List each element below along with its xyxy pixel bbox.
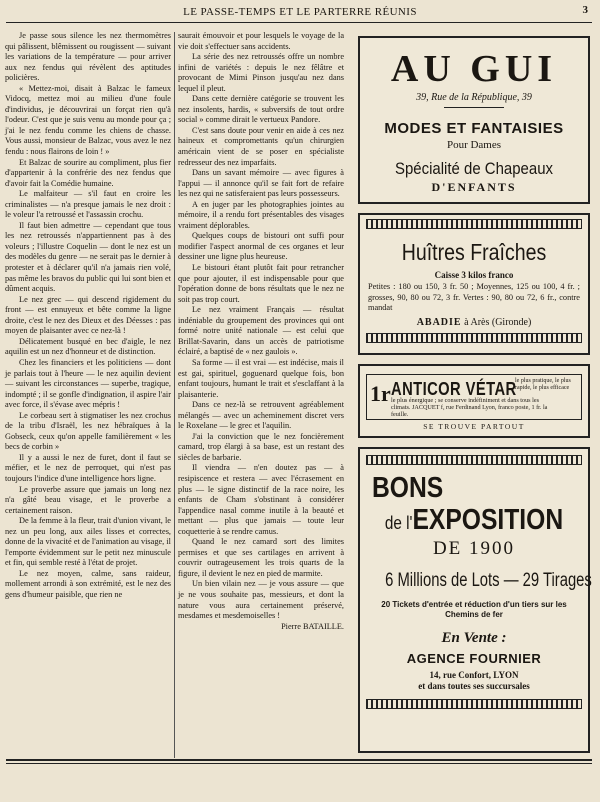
paragraph: Le proverbe assure que jamais un long nez n'a gâté beau visage, et le proverbe a certainement raison. <box>5 484 171 515</box>
page-number: 3 <box>582 4 588 16</box>
paragraph: Quand le nez camard sort des limites permises et que ses cartilages en arrivent à couvrir outrageusement les trois quarts de la figure, il devient le nez en pied de marmite. <box>178 537 344 578</box>
ad-headline: MODES ET FANTAISIES <box>384 120 564 137</box>
ad-exposition-line <box>377 505 571 538</box>
ad-address: 39, Rue de la République, 39 <box>416 92 532 103</box>
ornament-border <box>366 699 582 709</box>
newspaper-title: LE PASSE-TEMPS ET LE PARTERRE RÉUNIS <box>183 6 417 18</box>
paragraph: Sa forme — il est vrai — est indécise, mais il est gai, spirituel, goguenard quelque fois, bon enfant toujours, humant le trait et s'esclaffant à la plaisanterie. <box>178 357 344 399</box>
paragraph: saurait émouvoir et pour lesquels le voyage de la vie doit s'effectuer sans accidents. <box>178 31 344 51</box>
ornament-border <box>366 219 582 229</box>
ad-number: 1r <box>370 381 391 406</box>
paragraph: C'est sans doute pour venir en aide à ces nez haineux et compromettants qu'un chirurgien américain vient de se poser en spécialiste redresseur des nez imparfaits. <box>178 125 344 167</box>
paragraph: De la femme à la fleur, trait d'union vivant, le nez un peu long, aux ailes lisses et correctes, donne de la vivacité et de l'animation au visage, il l'emporte évidemment sur le petit nez minuscule et fin, qui semble resté à l'état de projet. <box>5 516 171 568</box>
paragraph: La série des nez retroussés offre un nombre infini de variétés : depuis le nez fêlâtre et provocant de Mimi Pinson jusqu'au nez dans lequel il pleut. <box>178 52 344 93</box>
paragraph: Le corbeau sert à stigmatiser les nez crochus de la tribu d'Israël, les nez hébraïques à la Gobseck, ceux qu'on appelle familièrement « les becs de corbin » <box>5 410 171 452</box>
ad-tagline: le plus pratique, le plus rapide, le plus efficace <box>515 378 571 391</box>
paragraph: Et Balzac de sourire au compliment, plus fier d'appartenir à la confrérie des nez fendus que d'avoir fait la Comédie humaine. <box>5 157 171 188</box>
paragraph: Chez les financiers et les politiciens — dont je parlais tout à l'heure — le nez aquilin devient — suivant les circonstances — superbe, tragique, indompté ; il se gonfle d'indignation, il aspire l'air avec force, il s'évase avec mépris ! <box>5 357 171 410</box>
ad-subline: Pour Dames <box>446 139 502 151</box>
ad-huitres <box>358 213 590 355</box>
ad-seller-line <box>360 317 588 328</box>
ad-anticor <box>358 364 590 438</box>
paragraph: Il faut bien admettre — cependant que tous les nez retroussés n'appartiennent pas à des voleurs ; l'illustre Coquelin — dont le nez est un des modèles du genre — ne serait pas le dernier à protester et à déclarer qu'il n'a jamais rien volé, pas même les bravos du public qui lui sont bien et dûment acquis. <box>5 220 171 294</box>
paragraph: « Mettez-moi, disait à Balzac le fameux Vidocq, mettez moi au milieu d'une foule d'individus, je découvrirai un forçat rien qu'à l'odeur. C'est que je suis venu au monde pour ça ; j'ai le nez fendu comme les chiens de chasse. Vous aussi, monsieur de Balzac, vous avez le nez fendu : nous flairons de loin ! » <box>5 83 171 157</box>
ad-exposition: EXPOSITION <box>412 504 564 536</box>
paragraph: Il viendra — n'en doutez pas — à resipiscence et restera — avec l'écrasement en plus — le signe distinctif de la race noire, les enfants de Cham s'obstinant à considérer l'appendice nasal comme inutile à la beauté et mettant — plus que jamais — toute leur coquetterie à se rendre camus. <box>178 463 344 536</box>
article-column-1 <box>5 31 171 601</box>
ad-agence: AGENCE FOURNIER <box>406 651 542 666</box>
paragraph: Délicatement busqué en bec d'aigle, le nez aquilin est un nez d'honneur et de distinction. <box>5 336 171 357</box>
ad-succursales: et dans toutes ses succursales <box>418 681 530 691</box>
ad-tickets: 20 Tickets d'entrée et réduction d'un tiers sur les Chemins de fer <box>381 600 567 619</box>
ad-bons-exposition <box>358 447 590 753</box>
paragraph: Le nez grec — qui descend rigidement du front — est ennuyeux et bête comme la ligne droite, c'est le nez des Dieux et des Déesses : pas moyen de plaisanter avec ce nez-là ! <box>5 294 171 336</box>
article-signature: Pierre BATAILLE. <box>281 621 344 631</box>
paragraph: Je passe sous silence les nez thermomètres qui pâlissent, blêmissent ou rougissent — suivant les variations de la température — pour arriver aux nez fendus qui révèlent des aptitudes policières. <box>5 31 171 83</box>
ad-de: de l' <box>384 513 413 533</box>
ad-au-gui <box>358 36 590 204</box>
paragraph: Le bistouri étant plutôt fait pour retrancher que pour ajouter, il est indispensable pour que l'opération donne de bons résultats que le nez ne soit pas trop court. <box>178 263 344 304</box>
paragraph: Un bien vilain nez — je vous assure — que je ne vous souhaite pas, messieurs, et dont la nature vous aura certainement préservé, mesdames et mesdemoiselles ! <box>178 579 344 621</box>
paragraph: A en juger par les photographies jointes au mémoire, il a rendu fort présentables des visages vraiment déplorables. <box>178 199 344 230</box>
ad-seller: ABADIE <box>416 316 462 328</box>
ad-bons: BONS <box>372 472 444 504</box>
paragraph: Il y a aussi le nez de furet, dont il faut se méfier, et le nez de perroquet, qui n'est pas toujours l'indice d'une intelligence hors ligne. <box>5 452 171 483</box>
ad-caisse: Caisse 3 kilos franco <box>434 270 514 280</box>
ornament-rule <box>444 107 504 108</box>
ad-anticor-box <box>366 374 582 420</box>
ad-street: 14, rue Confort, LYON <box>429 670 519 680</box>
footer-rule <box>6 759 592 761</box>
footer-rule-thin <box>6 763 592 764</box>
header-rule <box>6 22 592 23</box>
ad-year: DE 1900 <box>432 538 516 559</box>
paragraph: Le nez vraiment Français — résultat indéniable du groupement des provinces qui ont formé notre unité nationale — est celui que Brillat-Savarin, dans un accès de patriotisme éclairé, a baptisé de « nez gaulois ». <box>178 305 344 357</box>
ornament-border <box>366 333 582 343</box>
ad-brand: AU GUI <box>390 48 558 90</box>
ad-vente: En Vente : <box>441 630 507 646</box>
paragraph: J'ai la conviction que le nez foncièrement camard, trop élargi à sa base, est un restant des siècles de barbarie. <box>178 431 344 462</box>
article-column-2 <box>178 31 344 632</box>
ad-description: le plus énergique ; se conserve indéfiniment et dans tous les climats. JACQUET f, rue Ferdinand Lyon, franco poste, 1 fr. la feuille. <box>391 397 548 418</box>
page-header <box>0 0 600 22</box>
ad-lots: 6 Millions de Lots — 29 Tirages <box>385 570 592 591</box>
ad-title: Huîtres Fraîches <box>401 239 547 265</box>
ad-product-name: ANTICOR VÉTAR <box>391 379 517 399</box>
ad-address <box>360 670 588 692</box>
ad-prices: Petites : 180 ou 150, 3 fr. 50 ; Moyennes, 125 ou 100, 4 fr. ; grosses, 90, 80 ou 72, 3 fr. Vertes : 90, 80 ou 72, 6 fr., contre mandat <box>368 282 580 312</box>
paragraph: Dans cette dernière catégorie se trouvent les nez insolents, hardis, « subversifs de tout ordre social » comme dirait le vertueux Pandore. <box>178 94 344 125</box>
paragraph: Quelques coups de bistouri ont suffi pour modifier l'aspect anormal de ces organes et leur dessiner une ligne plus heureuse. <box>178 231 344 262</box>
ad-place: à Arès (Gironde) <box>464 316 532 328</box>
ad-speciality: Spécialité de Chapeaux <box>394 159 554 178</box>
ad-speciality-sub: D'ENFANTS <box>431 180 517 194</box>
paragraph: Dans ce nez-là se retrouvent agréablement mélangés — avec un acheminement discret vers le Roxelane — le grec et l'aquilin. <box>178 400 344 431</box>
paragraph: Le nez moyen, calme, sans raideur, mollement arrondi à son extrémité, est le nez des gens d'humeur paisible, que rien ne <box>5 568 171 599</box>
ad-availability: SE TROUVE PARTOUT <box>423 422 525 431</box>
paragraph: Le malfaiteur — s'il faut en croire les criminalistes — n'a presque jamais le nez droit : le voleur l'a retroussé et l'assassin crochu. <box>5 189 171 220</box>
ornament-border <box>366 455 582 465</box>
column-divider <box>174 32 175 758</box>
paragraph: Dans un savant mémoire — avec figures à l'appui — il annonce qu'il se fait fort de refaire les nez qui ne satisferaient pas leurs possesseurs. <box>178 168 344 199</box>
